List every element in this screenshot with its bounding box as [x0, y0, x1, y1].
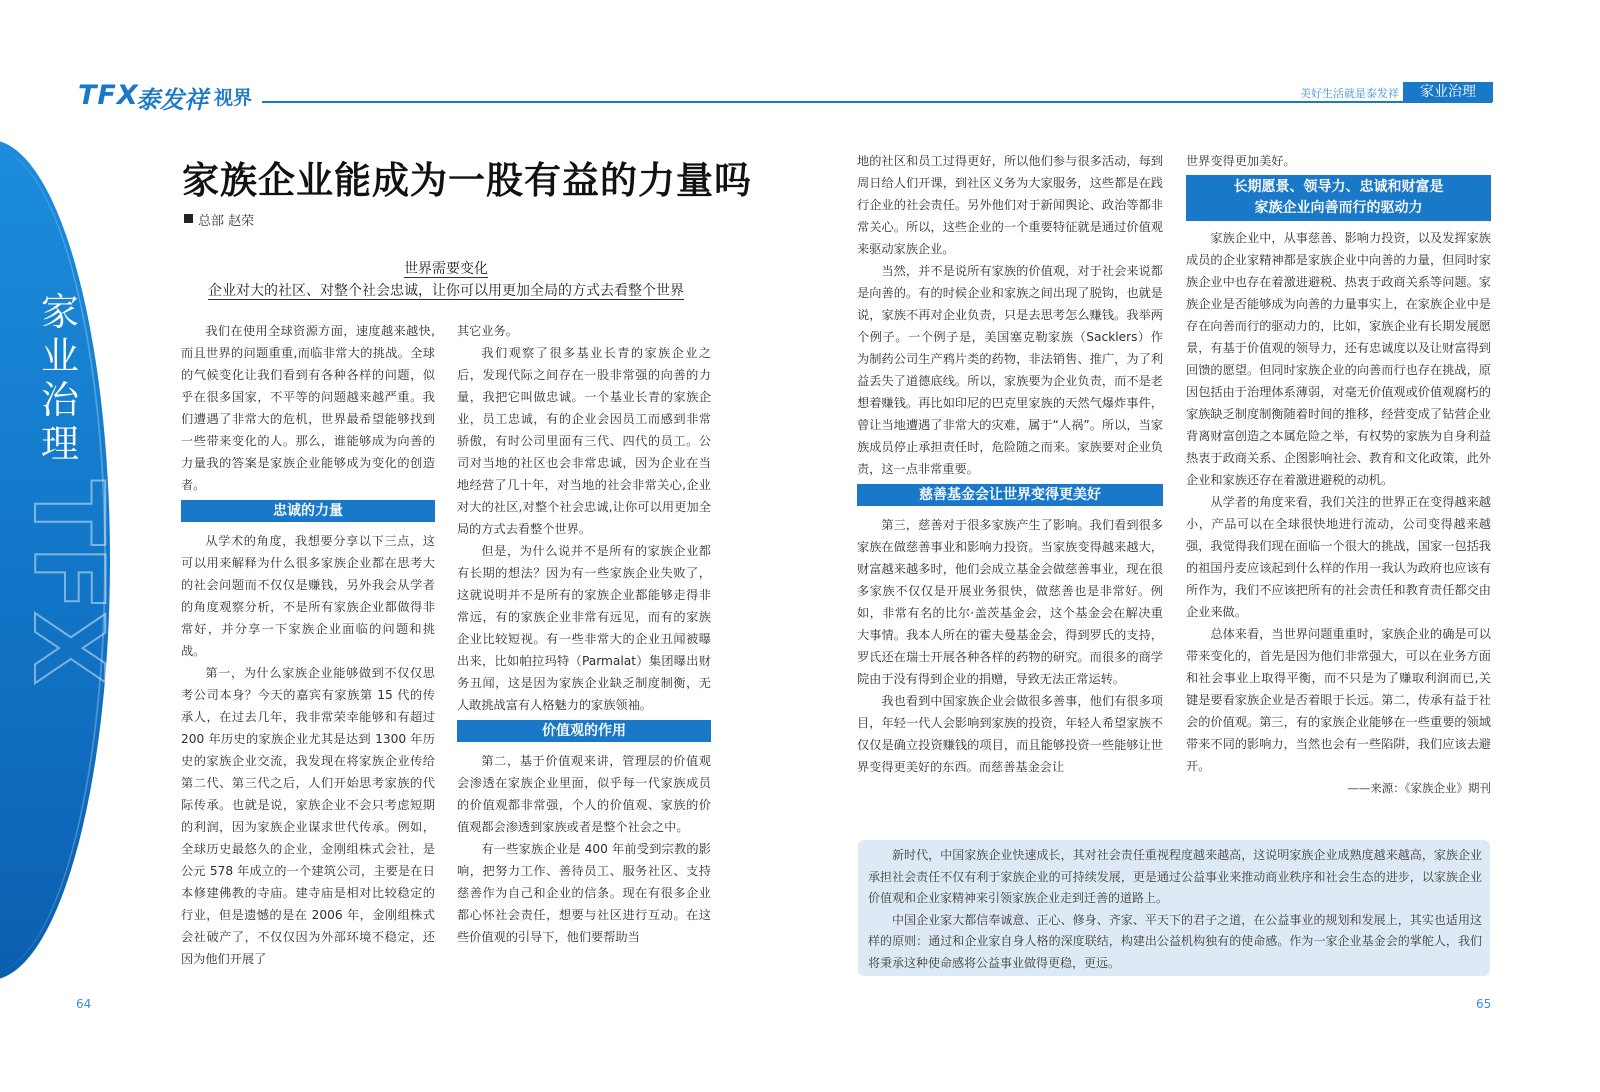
- paragraph: 地的社区和员工过得更好，所以他们参与很多活动，每到周日给人们开课，到社区义务为大家服务，这些都是在践行企业的社会责任。另外他们对于新闻舆论、政治等都非常关心。所以，这些企业的一个重要特征就是通过价值观来驱动家族企业。: [857, 154, 1163, 256]
- paragraph: 其它业务。: [457, 324, 518, 338]
- subheading-foundation: 慈善基金会让世界变得更美好: [857, 484, 1163, 506]
- pull-quote-subtitle: 企业对大的社区、对整个社会忠诚，让你可以用更加全局的方式去看整个世界: [208, 283, 684, 299]
- paragraph: 我们观察了很多基业长青的家族企业之后，发现代际之间存在一股非常强的向善的力量，我把它叫做忠诚。一个基业长青的家族企业，员工忠诚，有的企业会因员工而感到非常骄傲，有时公司里面有三代、四代的员工。公司对当地的社区也会非常忠诚，因为企业在当地经营了几十年，对当地的社会非常关心,企业对大的社区,对整个社会忠诚,让你可以用更加全局的方式去看整个世界。: [457, 346, 711, 536]
- paragraph: 家族企业中，从事慈善、影响力投资，以及发挥家族成员的企业家精神都是家族企业中向善的力量，但同时家族企业中也存在着激进避税、热衷于政商关系等问题。家族企业是否能够成为向善的力量事实上，在家族企业中是存在向善而行的驱动力的，比如，家族企业有长期发展愿景，有基于价值观的领导力，还有忠诚度以及让财富得到回馈的愿望。但同时家族企业的向善而行也存在挑战，原因包括由于治理体系薄弱，对毫无价值观或价值观腐朽的家族缺乏制度制衡随着时间的推移，经营变成了钻营企业背离财富创造之本属危险之举，有权势的家族为自身利益热衷于政商关系、企图影响社会、教育和文化政策，此外企业和家族还存在着激进避税的动机。: [1186, 231, 1491, 487]
- page-number-left: 64: [76, 997, 92, 1011]
- paragraph: 第三，慈善对于很多家族产生了影响。我们看到很多家族在做慈善事业和影响力投资。当家族变得越来越大，财富越来越多时，他们会成立基金会做慈善事业，现在很多家族不仅仅是开展业务很快，做慈善也是非常好。例如，非常有名的比尔·盖茨基金会，这个基金会在解决重大事情。我本人所在的霍夫曼基金会，得到罗氏的支持，罗氏还在瑞士开展各种各样的药物的研究。而很多的商学院由于没有得到企业的捐赠，导致无法正常运转。: [857, 518, 1163, 686]
- column-1: [181, 320, 435, 970]
- column-2: [457, 320, 711, 948]
- header-slogan: 美好生活就是泰发祥: [1300, 87, 1399, 100]
- paragraph: 但是，为什么说并不是所有的家族企业都有长期的想法？因为有一些家族企业失败了，这就说明并不是所有的家族企业都能够走得非常远，有的家族企业非常有远见，而有的家族企业比较短视。有一些非常大的企业丑闻被曝出来，比如帕拉玛特（Parmalat）集团曝出财务丑闻，这是因为家族企业缺乏制度制衡，无人敢挑战富有人格魅力的家族领袖。: [457, 544, 711, 712]
- page-number-right: 65: [1476, 997, 1492, 1011]
- paragraph: 有一些家族企业是 400 年前受到宗教的影响，把努力工作、善待员工、服务社区、支持慈善作为自己和企业的信条。现在有很多企业都心怀社会责任，想要与社区进行互动。在这些价值观的引导下，他们要帮助当: [457, 842, 711, 944]
- subheading-values: 价值观的作用: [457, 720, 711, 742]
- pull-quote-title: 世界需要变化: [404, 261, 488, 277]
- logo-tfx: TFX: [78, 80, 139, 111]
- article-byline: 总部 赵荣: [198, 214, 255, 229]
- logo-suffix: 视界: [214, 87, 253, 109]
- paragraph: 从学术的角度，我想要分享以下三点，这可以用来解释为什么很多家族企业都在思考大的社会问题而不仅仅是赚钱，另外我会从学者的角度观察分析，不是所有家族企业都做得非常好，并分享一下家族企业面临的问题和挑战。: [181, 534, 435, 658]
- column-4: [1186, 150, 1491, 799]
- pull-quote: [182, 258, 710, 302]
- article-title: 家族企业能成为一股有益的力量吗: [182, 159, 752, 202]
- callout-text: [868, 845, 1482, 974]
- byline-square-icon: [184, 214, 193, 223]
- subheading-line: 家族企业向善而行的驱动力: [1254, 200, 1423, 216]
- subheading-line: 长期愿景、领导力、忠诚和财富是: [1233, 179, 1444, 195]
- paragraph: 从学者的角度来看，我们关注的世界正在变得越来越小，产品可以在全球很快地进行流动，公司变得越来越强，我觉得我们现在面临一个很大的挑战，国家一包括我的祖国丹麦应该起到什么样的作用一我认为政府也应该有所作为，我们不应该把所有的社会责任和教育责任都交由企业来做。: [1186, 495, 1491, 619]
- logo-brand-name: 泰发祥: [136, 86, 208, 114]
- column-3: [857, 150, 1163, 778]
- article-source: ——来源：《家族企业》期刊: [1347, 781, 1491, 795]
- section-tag: 家业治理: [1403, 82, 1493, 102]
- header-rule: [262, 101, 1492, 103]
- paragraph: 我也看到中国家族企业会做很多善事，他们有很多项目，年轻一代人会影响到家族的投资，年轻人希望家族不仅仅是确立投资赚钱的项目，而且能够投资一些能够让世界变得更美好的东西。而慈善基金会让: [857, 694, 1163, 774]
- paragraph: 我们在使用全球资源方面，速度越来越快,而且世界的问题重重,而临非常大的挑战。全球的气候变化让我们看到有各种各样的问题，似乎在很多国家，不平等的问题越来越严重。我们遭遇了非常大的危机，世界最希望能够找到一些带来变化的人。那么，谁能够成为向善的力量我的答案是家族企业能够成为变化的创造者。: [181, 324, 435, 492]
- paragraph: 世界变得更加美好。: [1186, 154, 1296, 168]
- side-section-label: 家业治理: [40, 290, 79, 466]
- paragraph: 总体来看，当世界问题重重时，家族企业的确是可以带来变化的，首先是因为他们非常强大，可以在业务方面和社会事业上取得平衡，而不只是为了赚取利润而已,关键是要看家族企业是否着眼于长远。第二，传承有益于社会的价值观。第三，有的家族企业能够在一些重要的领域带来不同的影响力，当然也会有一些陷阱，我们应该去避开。: [1186, 627, 1491, 773]
- side-watermark: TFX: [12, 480, 124, 686]
- paragraph: 第二，基于价值观来讲，管理层的价值观会渗透在家族企业里面，似乎每一代家族成员的价值观都非常强，个人的价值观、家族的价值观都会渗透到家族或者是整个社会之中。: [457, 754, 711, 834]
- subheading-drivers: [1186, 175, 1491, 221]
- paragraph: 第一，为什么家族企业能够做到不仅仅思考公司本身？今天的嘉宾有家族第 15 代的传承人，在过去几年，我非常荣幸能够和有超过 200 年历史的家族企业尤其是达到 1300 年历史的家族企业交流，我发现在将家族企业传给第二代、第三代之后，人们开始思考家族的代际传承。也就是说，家族企业不会只考虑短期的利润，因为家族企业谋求世代传承。例如，全球历史最悠久的企业，金刚组株式会社，是公元 578 年成立的一个建筑公司，主要是在日本修建佛教的寺庙。建寺庙是相对比较稳定的行业，但是遗憾的是在 2006 年，金刚组株式会社破产了，不仅仅因为外部环境不稳定，还因为他们开展了: [181, 666, 435, 966]
- subheading-loyalty: 忠诚的力量: [181, 500, 435, 522]
- paragraph: 新时代，中国家族企业快速成长，其对社会责任重视程度越来越高，这说明家族企业成熟度越来越高，家族企业承担社会责任不仅有利于家族企业的可持续发展，更是通过公益事业来推动商业秩序和社会生态的进步，以家族企业价值观和企业家精神来引领家族企业走到迁善的道路上。: [868, 848, 1482, 905]
- paragraph: 中国企业家大都信奉诚意、正心、修身、齐家、平天下的君子之道，在公益事业的规划和发展上，其实也适用这样的原则：通过和企业家自身人格的深度联结，构建出公益机构独有的使命感。作为一家企业基金会的掌舵人，我们将秉承这种使命感将公益事业做得更稳，更远。: [868, 912, 1482, 970]
- paragraph: 当然，并不是说所有家族的价值观，对于社会来说都是向善的。有的时候企业和家族之间出现了脱钩，也就是说，家族不再对企业负责，只是去思考怎么赚钱。我举两个例子。一个例子是，美国塞克勒家族（Sacklers）作为制药公司生产鸦片类的药物，非法销售、推广，为了利益丢失了道德底线。所以，家族要为企业负责，而不是老想着赚钱。再比如印尼的巴克里家族的天然气爆炸事件，曾让当地遭遇了非常大的灾难，属于“人祸”。所以，当家族成员停止承担责任时，危险随之而来。家族要对企业负责，这一点非常重要。: [857, 264, 1163, 476]
